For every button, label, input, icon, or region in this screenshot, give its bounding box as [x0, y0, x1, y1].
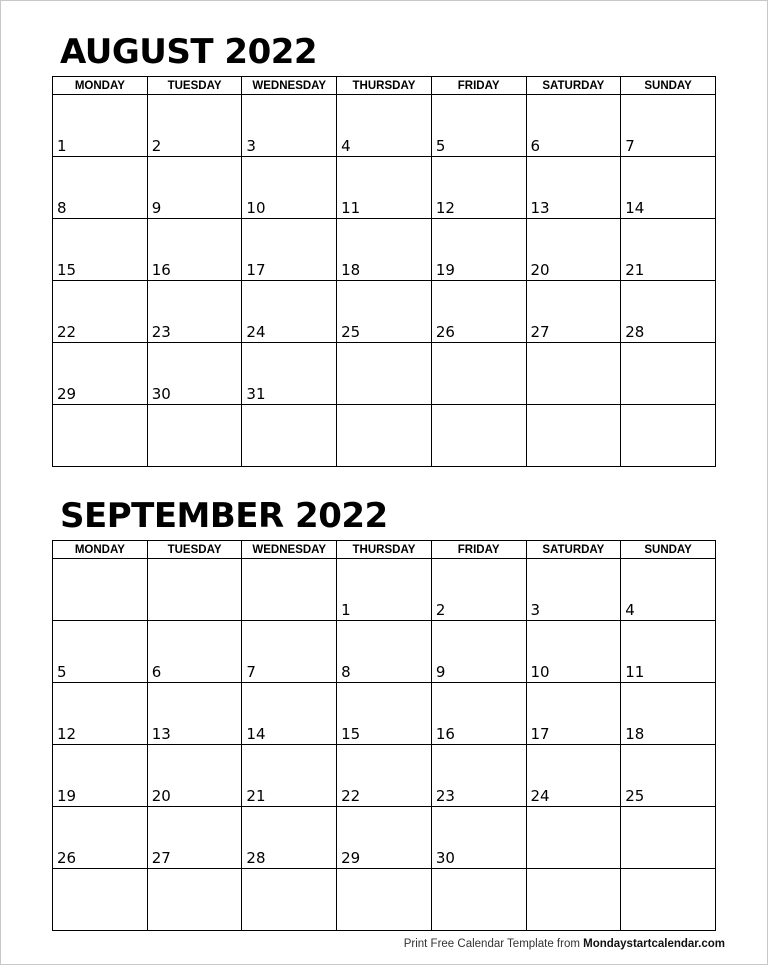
day-cell: [431, 95, 526, 157]
day-number: 26: [57, 849, 77, 867]
day-cell: [431, 559, 526, 621]
week-row: [53, 683, 716, 745]
day-cell: [621, 683, 716, 745]
day-number: 25: [625, 787, 645, 805]
day-number: 17: [246, 261, 266, 279]
week-row: [53, 405, 716, 467]
day-number: 3: [530, 601, 541, 619]
day-cell: [337, 95, 432, 157]
weekday-header: FRIDAY: [431, 77, 526, 95]
day-number: 15: [57, 261, 77, 279]
weekday-header: THURSDAY: [337, 541, 432, 559]
day-number: 9: [435, 663, 446, 681]
day-cell: [621, 219, 716, 281]
day-cell: [337, 683, 432, 745]
week-row: [53, 559, 716, 621]
day-number: 2: [151, 137, 162, 155]
day-cell: [621, 405, 716, 467]
week-row: [53, 157, 716, 219]
day-number: 7: [625, 137, 635, 155]
day-cell: [526, 621, 621, 683]
day-cell: [147, 869, 242, 931]
day-number: 7: [246, 663, 256, 681]
day-cell: [337, 807, 432, 869]
day-number: 9: [151, 199, 162, 217]
day-cell: [621, 281, 716, 343]
day-cell: [621, 157, 716, 219]
day-cell: [147, 157, 242, 219]
day-cell: [526, 869, 621, 931]
day-cell: [242, 343, 337, 405]
day-cell: [337, 157, 432, 219]
day-cell: [147, 745, 242, 807]
weekday-header-row: [53, 541, 716, 559]
day-number: 13: [151, 725, 171, 743]
day-cell: [242, 95, 337, 157]
day-cell: [147, 405, 242, 467]
day-cell: [53, 405, 148, 467]
day-cell: [431, 745, 526, 807]
day-number: 1: [57, 137, 67, 155]
day-cell: [337, 281, 432, 343]
day-cell: [242, 621, 337, 683]
day-number: 19: [435, 261, 455, 279]
calendar-grid: [52, 540, 716, 931]
day-number: 30: [151, 385, 171, 403]
weekday-header: WEDNESDAY: [242, 77, 337, 95]
weekday-header: TUESDAY: [147, 541, 242, 559]
day-cell: [431, 683, 526, 745]
calendar-august: [52, 28, 716, 467]
day-number: 3: [246, 137, 256, 155]
day-number: 24: [246, 323, 266, 341]
day-number: 23: [435, 787, 455, 805]
day-cell: [431, 621, 526, 683]
day-number: 27: [530, 323, 550, 341]
day-cell: [621, 343, 716, 405]
week-row: [53, 219, 716, 281]
day-cell: [53, 869, 148, 931]
week-row: [53, 95, 716, 157]
week-row: [53, 807, 716, 869]
day-number: 10: [246, 199, 266, 217]
day-cell: [242, 559, 337, 621]
weekday-header: MONDAY: [53, 541, 148, 559]
week-row: [53, 745, 716, 807]
day-cell: [242, 281, 337, 343]
day-number: 22: [341, 787, 361, 805]
weekday-header: SUNDAY: [621, 541, 716, 559]
calendar-grid: [52, 76, 716, 467]
day-cell: [526, 405, 621, 467]
month-title: AUGUST 2022: [60, 32, 318, 72]
day-cell: [621, 621, 716, 683]
weekday-header: THURSDAY: [337, 77, 432, 95]
day-number: 5: [435, 137, 446, 155]
day-cell: [431, 157, 526, 219]
day-number: 11: [341, 199, 361, 217]
day-number: 4: [341, 137, 351, 155]
day-cell: [53, 745, 148, 807]
day-number: 29: [57, 385, 77, 403]
day-cell: [53, 157, 148, 219]
day-cell: [337, 869, 432, 931]
day-number: 27: [151, 849, 171, 867]
day-number: 31: [246, 385, 266, 403]
day-number: 8: [57, 199, 67, 217]
day-number: 29: [341, 849, 361, 867]
day-number: 15: [341, 725, 361, 743]
footer-text: Print Free Calendar Template from: [403, 938, 584, 950]
weekday-header: SATURDAY: [526, 77, 621, 95]
day-cell: [621, 559, 716, 621]
day-cell: [147, 219, 242, 281]
day-number: 24: [530, 787, 550, 805]
day-cell: [147, 559, 242, 621]
weekday-header: MONDAY: [53, 77, 148, 95]
footer-credit: [0, 938, 725, 950]
day-number: 30: [435, 849, 455, 867]
day-number: 11: [625, 663, 645, 681]
day-number: 14: [246, 725, 266, 743]
day-cell: [242, 745, 337, 807]
day-cell: [53, 807, 148, 869]
day-number: 12: [435, 199, 455, 217]
weekday-header-row: [53, 77, 716, 95]
day-cell: [242, 157, 337, 219]
day-number: 5: [57, 663, 67, 681]
day-cell: [147, 621, 242, 683]
day-cell: [53, 281, 148, 343]
month-title: SEPTEMBER 2022: [60, 496, 388, 536]
day-number: 21: [625, 261, 645, 279]
day-cell: [431, 343, 526, 405]
day-cell: [526, 157, 621, 219]
day-cell: [337, 745, 432, 807]
day-cell: [431, 807, 526, 869]
day-cell: [526, 683, 621, 745]
weekday-header: FRIDAY: [431, 541, 526, 559]
calendar-september: [52, 492, 716, 931]
day-number: 18: [341, 261, 361, 279]
day-cell: [147, 95, 242, 157]
weekday-header: SATURDAY: [526, 541, 621, 559]
day-cell: [242, 807, 337, 869]
day-cell: [242, 683, 337, 745]
day-cell: [621, 807, 716, 869]
day-cell: [53, 343, 148, 405]
day-cell: [242, 869, 337, 931]
day-cell: [337, 559, 432, 621]
day-cell: [147, 343, 242, 405]
weekday-header: TUESDAY: [147, 77, 242, 95]
day-number: 20: [151, 787, 171, 805]
day-cell: [526, 559, 621, 621]
weekday-header: SUNDAY: [621, 77, 716, 95]
day-cell: [526, 745, 621, 807]
day-number: 2: [435, 601, 446, 619]
week-row: [53, 281, 716, 343]
day-cell: [526, 281, 621, 343]
day-number: 23: [151, 323, 171, 341]
day-cell: [147, 807, 242, 869]
day-cell: [431, 281, 526, 343]
day-number: 8: [341, 663, 351, 681]
day-cell: [147, 683, 242, 745]
day-number: 16: [151, 261, 171, 279]
day-cell: [337, 219, 432, 281]
day-number: 25: [341, 323, 361, 341]
day-cell: [621, 745, 716, 807]
day-cell: [337, 405, 432, 467]
day-cell: [526, 807, 621, 869]
day-number: 6: [151, 663, 162, 681]
day-cell: [431, 219, 526, 281]
day-cell: [526, 95, 621, 157]
footer-site-link[interactable]: Mondaystartcalendar.com: [583, 938, 725, 950]
day-number: 21: [246, 787, 266, 805]
week-row: [53, 621, 716, 683]
day-number: 26: [435, 323, 455, 341]
day-cell: [53, 219, 148, 281]
day-cell: [53, 683, 148, 745]
day-number: 12: [57, 725, 77, 743]
day-cell: [53, 559, 148, 621]
day-cell: [242, 219, 337, 281]
day-number: 28: [625, 323, 645, 341]
day-cell: [431, 869, 526, 931]
day-number: 14: [625, 199, 645, 217]
day-number: 19: [57, 787, 77, 805]
day-cell: [147, 281, 242, 343]
day-cell: [337, 621, 432, 683]
day-number: 22: [57, 323, 77, 341]
day-cell: [526, 343, 621, 405]
week-row: [53, 869, 716, 931]
day-number: 18: [625, 725, 645, 743]
day-cell: [337, 343, 432, 405]
day-cell: [621, 95, 716, 157]
day-cell: [621, 869, 716, 931]
weekday-header: WEDNESDAY: [242, 541, 337, 559]
day-cell: [53, 95, 148, 157]
day-number: 28: [246, 849, 266, 867]
day-number: 20: [530, 261, 550, 279]
day-number: 1: [341, 601, 351, 619]
day-cell: [526, 219, 621, 281]
day-cell: [242, 405, 337, 467]
day-number: 16: [435, 725, 455, 743]
day-number: 4: [625, 601, 635, 619]
week-row: [53, 343, 716, 405]
day-cell: [53, 621, 148, 683]
day-number: 17: [530, 725, 550, 743]
day-number: 13: [530, 199, 550, 217]
day-cell: [431, 405, 526, 467]
day-number: 6: [530, 137, 541, 155]
day-number: 10: [530, 663, 550, 681]
